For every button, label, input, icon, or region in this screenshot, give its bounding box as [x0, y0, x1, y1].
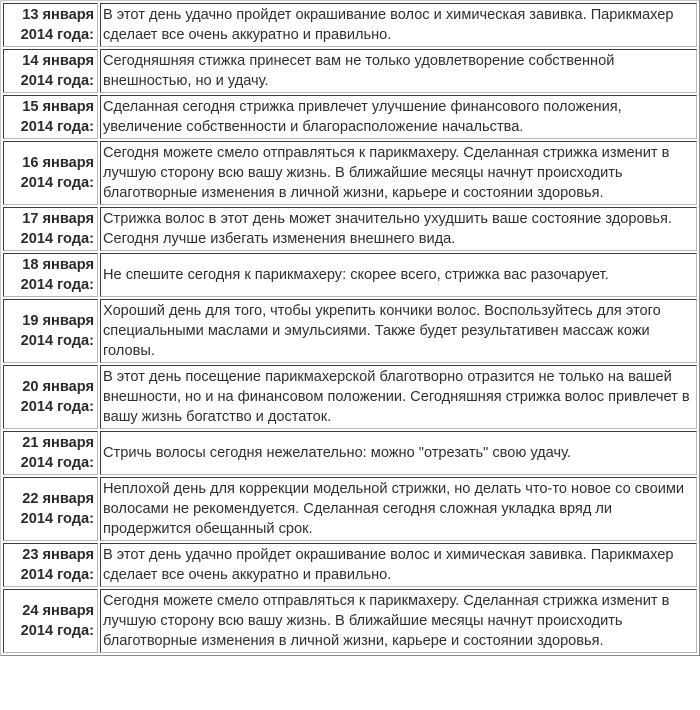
date-day: 21 января: [22, 435, 94, 451]
date-day: 22 января: [22, 491, 94, 507]
table-row: [3, 253, 697, 297]
forecast-text-cell: Сегодняшняя стижка принесет вам не только удовлетворение собственной внешностью, но и удачу.: [100, 49, 697, 93]
date-year: 2014 года:: [20, 231, 94, 247]
date-year: 2014 года:: [20, 623, 94, 639]
table-row: [3, 365, 697, 429]
forecast-text-cell: Сегодня можете смело отправляться к парикмахеру. Сделанная стрижка изменит в лучшую сторону всю вашу жизнь. В ближайшие месяцы начнут происходить благотворные изменения в личной жизни, карьере и состоянии здоровья.: [100, 141, 697, 205]
table-row: [3, 49, 697, 93]
forecast-text-cell: Стрижка волос в этот день может значительно ухудшить ваше состояние здоровья. Сегодня лучше избегать изменения внешнего вида.: [100, 207, 697, 251]
forecast-text-cell: В этот день удачно пройдет окрашивание волос и химическая завивка. Парикмахер сделает все очень аккуратно и правильно.: [100, 3, 697, 47]
date-cell: [3, 253, 98, 297]
forecast-text-cell: Сделанная сегодня стрижка привлечет улучшение финансового положения, увеличение собственности и благорасположение начальства.: [100, 95, 697, 139]
date-cell: [3, 3, 98, 47]
date-cell: [3, 589, 98, 653]
date-year: 2014 года:: [20, 333, 94, 349]
table-row: [3, 299, 697, 363]
forecast-text-cell: В этот день посещение парикмахерской благотворно отразится не только на вашей внешности, но и на финансовом положении. Сегодняшняя стрижка волос привлечет в вашу жизнь богатство и достаток.: [100, 365, 697, 429]
table-row: [3, 543, 697, 587]
date-day: 19 января: [22, 313, 94, 329]
date-year: 2014 года:: [20, 455, 94, 471]
date-year: 2014 года:: [20, 399, 94, 415]
forecast-text-cell: Не спешите сегодня к парикмахеру: скорее всего, стрижка вас разочарует.: [100, 253, 697, 297]
table-row: [3, 141, 697, 205]
date-cell: [3, 477, 98, 541]
date-day: 15 января: [22, 99, 94, 115]
date-year: 2014 года:: [20, 73, 94, 89]
table-body: [3, 3, 697, 653]
date-cell: [3, 95, 98, 139]
date-year: 2014 года:: [20, 567, 94, 583]
forecast-text-cell: Хороший день для того, чтобы укрепить кончики волос. Воспользуйтесь для этого специальными маслами и эмульсиями. Также будет результативен массаж кожи головы.: [100, 299, 697, 363]
forecast-text-cell: В этот день удачно пройдет окрашивание волос и химическая завивка. Парикмахер сделает все очень аккуратно и правильно.: [100, 543, 697, 587]
date-day: 20 января: [22, 379, 94, 395]
date-year: 2014 года:: [20, 175, 94, 191]
table-row: [3, 589, 697, 653]
date-cell: [3, 543, 98, 587]
date-day: 18 января: [22, 257, 94, 273]
table-row: [3, 95, 697, 139]
date-cell: [3, 365, 98, 429]
date-cell: [3, 431, 98, 475]
date-day: 17 января: [22, 211, 94, 227]
date-year: 2014 года:: [20, 119, 94, 135]
date-year: 2014 года:: [20, 511, 94, 527]
table-row: [3, 477, 697, 541]
date-day: 16 января: [22, 155, 94, 171]
date-day: 24 января: [22, 603, 94, 619]
date-year: 2014 года:: [20, 277, 94, 293]
date-year: 2014 года:: [20, 27, 94, 43]
date-cell: [3, 207, 98, 251]
date-day: 23 января: [22, 547, 94, 563]
date-cell: [3, 299, 98, 363]
date-day: 14 января: [22, 53, 94, 69]
date-day: 13 января: [22, 7, 94, 23]
date-cell: [3, 49, 98, 93]
forecast-text-cell: Стричь волосы сегодня нежелательно: можно "отрезать" свою удачу.: [100, 431, 697, 475]
date-cell: [3, 141, 98, 205]
forecast-text-cell: Сегодня можете смело отправляться к парикмахеру. Сделанная стрижка изменит в лучшую сторону всю вашу жизнь. В ближайшие месяцы начнут происходить благотворные изменения в личной жизни, карьере и состоянии здоровья.: [100, 589, 697, 653]
table-row: [3, 3, 697, 47]
table-row: [3, 431, 697, 475]
forecast-text-cell: Неплохой день для коррекции модельной стрижки, но делать что-то новое со своими волосами не рекомендуется. Сделанная сегодня сложная укладка вряд ли продержится обещанный срок.: [100, 477, 697, 541]
table-row: [3, 207, 697, 251]
